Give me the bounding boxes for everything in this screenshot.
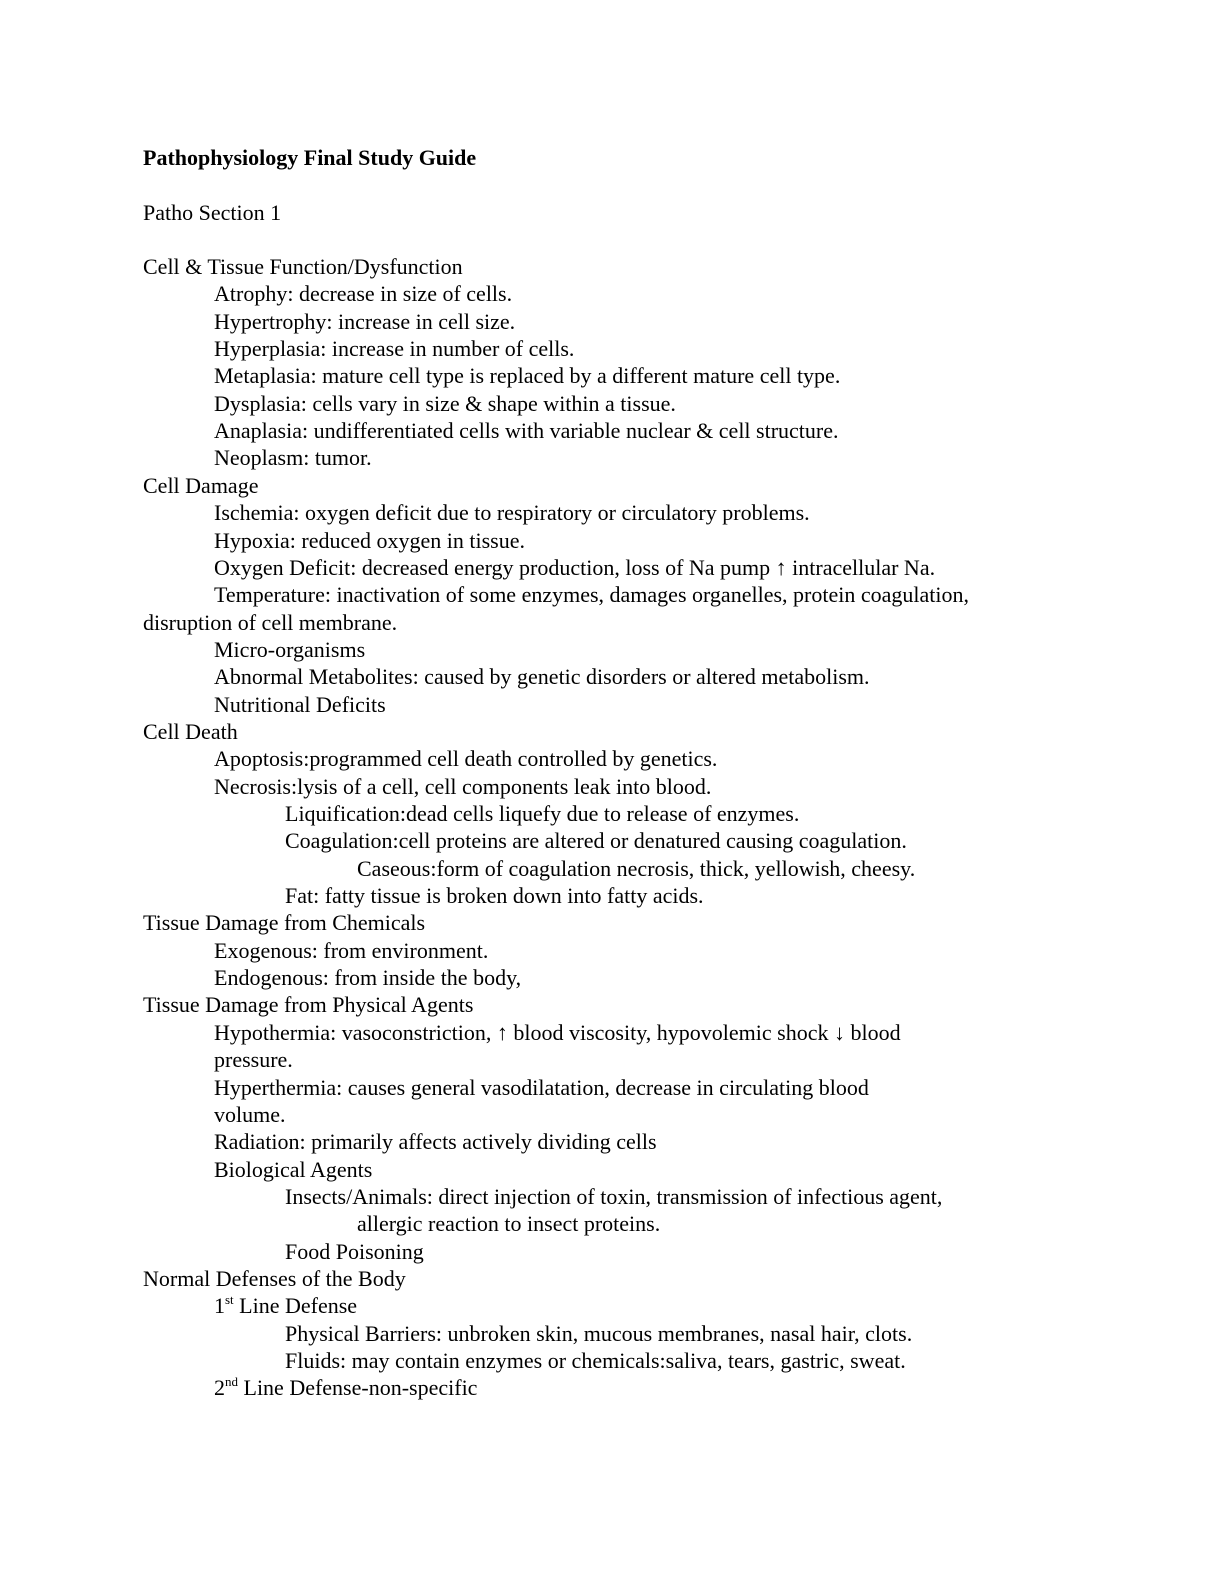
outline-heading: Cell Damage bbox=[143, 472, 259, 498]
outline-item: Hypertrophy: increase in cell size. bbox=[214, 308, 516, 334]
outline-item: Liquification:dead cells liquefy due to release of enzymes. bbox=[285, 801, 800, 826]
outline-item: Biological Agents bbox=[214, 1156, 373, 1182]
outline-item: Physical Barriers: unbroken skin, mucous membranes, nasal hair, clots. bbox=[285, 1320, 913, 1346]
outline-item: Apoptosis:programmed cell death controlled by genetics. bbox=[214, 746, 718, 772]
outline-item: Insects/Animals: direct injection of toxin, transmission of infectious agent, bbox=[285, 1183, 943, 1209]
outline-item: Caseous:form of coagulation necrosis, thick, yellowish, cheesy. bbox=[357, 855, 916, 881]
document-title: Pathophysiology Final Study Guide bbox=[143, 145, 477, 170]
outline-item: Hyperplasia: increase in number of cells. bbox=[214, 336, 575, 362]
outline-item: Temperature: inactivation of some enzymes, damages organelles, protein coagulation, bbox=[214, 582, 969, 608]
outline-heading: Normal Defenses of the Body bbox=[143, 1265, 406, 1291]
outline-item: Oxygen Deficit: decreased energy production, loss of Na pump ↑ intracellular Na. bbox=[214, 554, 936, 580]
outline-item: Radiation: primarily affects actively dividing cells bbox=[214, 1129, 657, 1155]
outline-item: Fluids: may contain enzymes or chemicals:saliva, tears, gastric, sweat. bbox=[285, 1348, 906, 1373]
outline-item: Exogenous: from environment. bbox=[214, 937, 489, 963]
outline-item: Fat: fatty tissue is broken down into fatty acids. bbox=[285, 883, 704, 909]
outline-item: 1st Line Defense bbox=[214, 1291, 358, 1319]
outline-item: Abnormal Metabolites: caused by genetic disorders or altered metabolism. bbox=[214, 664, 870, 690]
outline-item: Hyperthermia: causes general vasodilatation, decrease in circulating blood bbox=[214, 1074, 869, 1100]
outline-item: Hypoxia: reduced oxygen in tissue. bbox=[214, 527, 525, 553]
outline-item: Atrophy: decrease in size of cells. bbox=[214, 281, 513, 307]
outline-item: Micro-organisms bbox=[214, 636, 366, 662]
outline-item: Ischemia: oxygen deficit due to respiratory or circulatory problems. bbox=[214, 500, 810, 526]
outline-item: Endogenous: from inside the body, bbox=[214, 965, 522, 991]
outline-item: Nutritional Deficits bbox=[214, 691, 386, 717]
outline-item: volume. bbox=[214, 1101, 286, 1127]
outline-heading: Cell Death bbox=[143, 718, 238, 744]
outline-item: Metaplasia: mature cell type is replaced by a different mature cell type. bbox=[214, 363, 841, 389]
outline-heading: disruption of cell membrane. bbox=[143, 609, 398, 635]
outline-item: Hypothermia: vasoconstriction, ↑ blood viscosity, hypovolemic shock ↓ blood bbox=[214, 1019, 901, 1045]
outline-item: pressure. bbox=[214, 1047, 293, 1073]
outline-item: allergic reaction to insect proteins. bbox=[357, 1211, 661, 1237]
outline-heading: Cell & Tissue Function/Dysfunction bbox=[143, 254, 463, 279]
outline-heading: Tissue Damage from Physical Agents bbox=[143, 992, 474, 1018]
outline-item: Coagulation:cell proteins are altered or denatured causing coagulation. bbox=[285, 828, 907, 854]
outline-item: Necrosis:lysis of a cell, cell components leak into blood. bbox=[214, 773, 712, 799]
outline-item: Anaplasia: undifferentiated cells with variable nuclear & cell structure. bbox=[214, 418, 839, 444]
outline-item: 2nd Line Defense-non-specific bbox=[214, 1374, 478, 1401]
outline-item: Food Poisoning bbox=[285, 1238, 424, 1264]
outline-heading: Tissue Damage from Chemicals bbox=[143, 910, 426, 936]
outline-item: Neoplasm: tumor. bbox=[214, 445, 372, 471]
outline-item: Dysplasia: cells vary in size & shape within a tissue. bbox=[214, 390, 676, 416]
section-heading: Patho Section 1 bbox=[143, 200, 282, 225]
